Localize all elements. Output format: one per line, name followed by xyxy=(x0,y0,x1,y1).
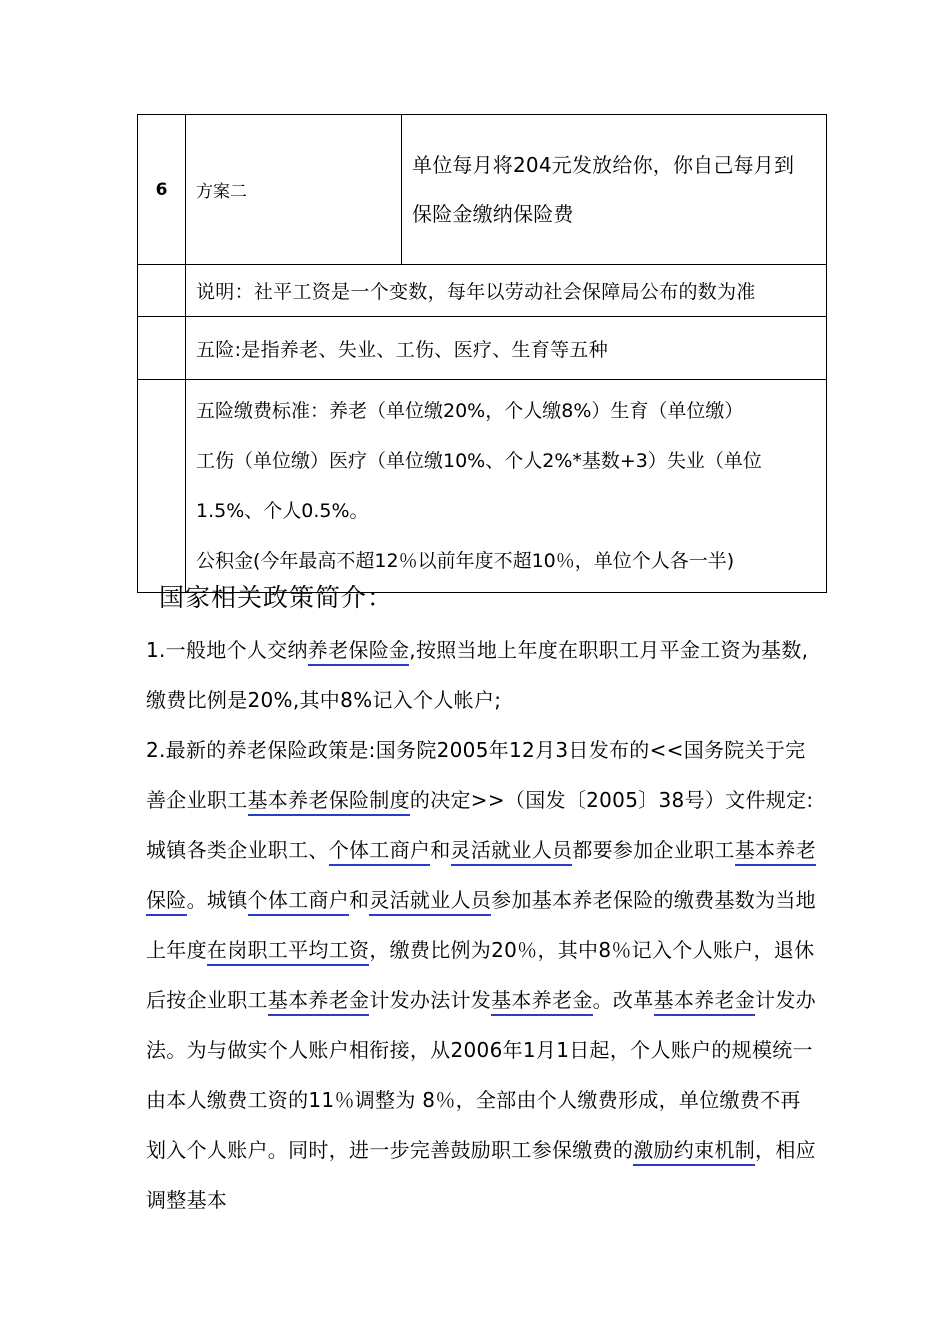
paragraph-2: 2.最新的养老保险政策是:国务院2005年12月3日发布的<<国务院关于完善企业职工基本养老保险制度的决定>>（国发〔2005〕38号）文件规定:城镇各类企业职工、个体工商户和灵活就业人员都要参加企业职工基本养老保险。城镇个体工商户和灵活就业人员参加基本养老保险的缴费基数为当地上年度在岗职工平均工资，缴费比例为20％，其中8％记入个人账户，退休后按企业职工基本养老金计发办法计发基本养老金。改革基本养老金计发办法。为与做实个人账户相衔接，从2006年1月1日起，个人账户的规模统一由本人缴费工资的11％调整为 8％，全部由个人缴费形成，单位缴费不再划入个人账户。同时，进一步完善鼓励职工参保缴费的激励约束机制，相应调整基本 xyxy=(146,738,816,1212)
standard-line: 工伤（单位缴）医疗（单位缴10%、个人2%*基数+3）失业（单位 xyxy=(196,450,762,472)
table-row xyxy=(138,265,827,317)
link-basic-pension[interactable]: 基本养老金 xyxy=(654,988,756,1016)
link-flexible-employment[interactable]: 灵活就业人员 xyxy=(369,888,491,916)
link-basic-pension-insurance[interactable]: 基本养老保险 xyxy=(146,838,816,916)
link-average-wage[interactable]: 在岗职工平均工资 xyxy=(207,938,369,966)
link-individual-business[interactable]: 个体工商户 xyxy=(248,888,350,916)
empty-cell xyxy=(138,317,186,380)
plan-name: 方案二 xyxy=(186,115,402,265)
five-insurance-text: 五险:是指养老、失业、工伤、医疗、生育等五种 xyxy=(186,317,827,380)
plan-description xyxy=(402,115,827,265)
link-incentive-mechanism[interactable]: 激励约束机制 xyxy=(633,1138,755,1166)
table-row xyxy=(138,380,827,593)
table-row xyxy=(138,115,827,265)
plan-description-line: 保险金缴纳保险费 xyxy=(412,201,574,226)
payment-standard xyxy=(186,380,827,593)
policy-body xyxy=(146,625,816,1225)
standard-line: 五险缴费标准：养老（单位缴20%，个人缴8%）生育（单位缴） xyxy=(196,400,744,422)
policy-table xyxy=(137,114,827,593)
empty-cell xyxy=(138,265,186,317)
standard-line: 公积金(今年最高不超12％以前年度不超10％，单位个人各一半) xyxy=(196,550,735,572)
link-flexible-employment[interactable]: 灵活就业人员 xyxy=(451,838,573,866)
section-heading: 国家相关政策简介： xyxy=(159,583,394,612)
standard-line: 1.5%、个人0.5%。 xyxy=(196,500,369,522)
paragraph-1: 1.一般地个人交纳养老保险金,按照当地上年度在职职工月平金工资为基数,缴费比例是20%,其中8%记入个人帐户; xyxy=(146,638,809,712)
table-row xyxy=(138,317,827,380)
link-basic-pension[interactable]: 基本养老金 xyxy=(268,988,370,1016)
empty-cell xyxy=(138,380,186,593)
row-number: 6 xyxy=(138,115,186,265)
plan-description-line: 单位每月将204元发放给你，你自己每月到 xyxy=(412,152,795,177)
link-basic-pension[interactable]: 基本养老金 xyxy=(491,988,593,1016)
link-basic-pension-system[interactable]: 基本养老保险制度 xyxy=(248,788,410,816)
link-pension-insurance-fund[interactable]: 养老保险金 xyxy=(308,638,410,666)
link-individual-business[interactable]: 个体工商户 xyxy=(329,838,431,866)
note-text: 说明：社平工资是一个变数，每年以劳动社会保障局公布的数为准 xyxy=(186,265,827,317)
